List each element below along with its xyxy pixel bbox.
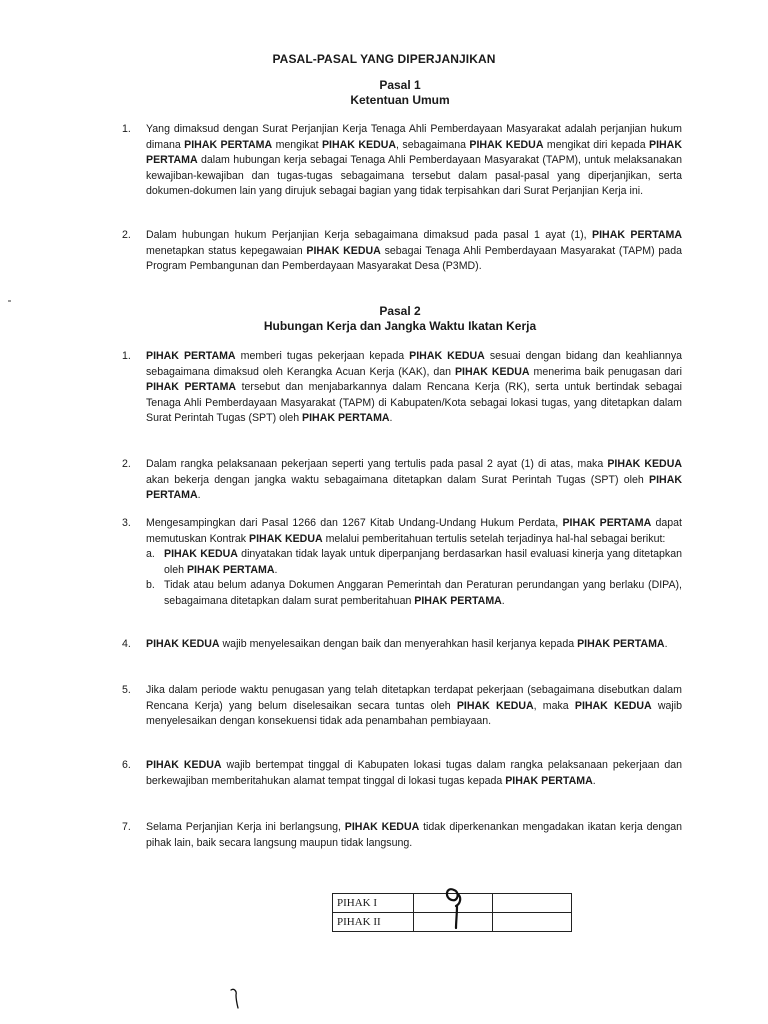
party-name-emphasis: PIHAK KEDUA — [164, 548, 238, 560]
sub-item-a — [146, 547, 682, 578]
item-number: 2. — [122, 458, 131, 470]
item-text — [146, 349, 682, 427]
item-number: 1. — [122, 350, 131, 362]
party-name-emphasis: PIHAK KEDUA — [344, 821, 420, 833]
stray-pen-mark — [228, 986, 242, 1010]
item-text — [146, 516, 682, 547]
paraf-cell-blank-1 — [493, 894, 572, 913]
party-name-emphasis: PIHAK KEDUA — [249, 532, 323, 545]
text-run: Jika dalam periode waktu penugasan yang telah ditetapkan terdapat pekerjaan (sebagaimana disebutkan dalam Rencana Kerja) yang belum diselesaikan secara tuntas oleh — [146, 684, 682, 712]
pasal-2-item-4 — [122, 637, 682, 653]
text-run: akan bekerja dengan jangka waktu sebagaimana ditetapkan dalam Surat Perintah Tugas (SPT) oleh — [146, 473, 650, 486]
document-title: PASAL-PASAL YANG DIPERJANJIKAN — [272, 52, 496, 66]
text-run: memberi tugas pekerjaan kepada — [235, 350, 410, 362]
party-name-emphasis: PIHAK PERTAMA — [302, 412, 390, 424]
party-name-emphasis: PIHAK KEDUA — [146, 638, 220, 650]
sub-item-number: a. — [146, 548, 155, 560]
party-name-emphasis: PIHAK PERTAMA — [505, 774, 593, 787]
text-run: dapat memutuskan Kontrak — [146, 517, 683, 545]
pasal-1-heading — [0, 78, 768, 108]
pasal-1-number: Pasal 1 — [379, 78, 421, 92]
sub-item-b — [146, 578, 682, 609]
item-text — [146, 683, 682, 730]
item-text — [146, 457, 682, 504]
text-run: . — [501, 594, 505, 607]
party-name-emphasis: PIHAK PERTAMA — [184, 138, 273, 151]
text-run: Dalam hubungan hukum Perjanjian Kerja sebagaimana dimaksud pada pasal 1 ayat (1), — [146, 229, 593, 241]
party-name-emphasis: PIHAK KEDUA — [454, 365, 530, 378]
item-number: 6. — [122, 759, 131, 771]
sub-item-text — [164, 578, 682, 609]
pasal-2-item-1 — [122, 349, 682, 427]
pasal-2-heading — [0, 304, 768, 334]
text-run: Dalam rangka pelaksanaan pekerjaan seperti yang tertulis pada pasal 2 ayat (1) di atas, maka — [146, 458, 608, 470]
item-number: 5. — [122, 684, 131, 696]
text-run: menerima baik penugasan dari — [529, 365, 682, 378]
item-text — [146, 820, 682, 851]
item-number: 1. — [122, 123, 131, 135]
text-run: tersebut dan menjabarkannya dalam Rencana Kerja (RK), serta untuk bertindak sebagai Tenaga Ahli Pemberdayaan Masyarakat (TAPM) di Kabupaten/Kota sebagai lokasi tugas, yang ditetapkan dalam Surat Perintah Tugas (SPT) oleh — [146, 381, 682, 424]
paraf-label-pihak-2: PIHAK II — [333, 913, 414, 932]
paraf-cell-blank-2 — [493, 913, 572, 932]
scan-speck — [8, 300, 11, 302]
party-name-emphasis: PIHAK PERTAMA — [577, 638, 665, 650]
pasal-2-item-6 — [122, 758, 682, 789]
pasal-1-item-2 — [122, 228, 682, 275]
party-name-emphasis: PIHAK PERTAMA — [146, 381, 237, 393]
paraf-label-pihak-1: PIHAK I — [333, 894, 414, 913]
sub-item-text — [164, 547, 682, 578]
item-number: 7. — [122, 821, 131, 833]
text-run: melalui pemberitahuan tertulis setelah terjadinya hal-hal sebagai berikut: — [322, 532, 666, 545]
text-run: . — [389, 412, 393, 424]
party-name-emphasis: PIHAK KEDUA — [456, 699, 534, 712]
text-run: wajib menyelesaikan dengan konsekuensi tidak ada penambahan pembiayaan. — [146, 699, 683, 727]
party-name-emphasis: PIHAK PERTAMA — [186, 563, 275, 576]
text-run: , maka — [533, 699, 575, 712]
text-run: . — [592, 774, 596, 787]
item-text — [146, 228, 682, 275]
text-run: dalam hubungan kerja sebagai Tenaga Ahli Pemberdayaan Masyarakat (TAPM), untuk melaksanakan kewajiban-kewajiban dan tugas-tugas sebagaimana tersebut dalam pasal-pasal yang diperjanjikan, serta dokumen-dokumen lain yang dirujuk sebagai bagian yang tidak terpisahkan dari Surat Perjanjian Kerja ini. — [146, 154, 682, 197]
party-name-emphasis: PIHAK PERTAMA — [414, 594, 502, 607]
item-number: 4. — [122, 638, 131, 650]
party-name-emphasis: PIHAK KEDUA — [469, 138, 544, 151]
item-number: 3. — [122, 517, 131, 529]
text-run: Mengesampingkan dari Pasal 1266 dan 1267 Kitab Undang-Undang Hukum Perdata, — [146, 517, 563, 529]
text-run: . — [664, 638, 668, 650]
text-run: mengikat diri kepada — [543, 138, 650, 151]
party-name-emphasis: PIHAK PERTAMA — [592, 229, 682, 241]
item-number: 2. — [122, 229, 131, 241]
text-run: tidak diperkenankan mengadakan ikatan kerja dengan pihak lain, baik secara langsung maupun tidak langsung. — [146, 821, 682, 849]
text-run: , sebagaimana — [396, 138, 470, 151]
text-run: wajib bertempat tinggal di Kabupaten lokasi tugas dalam rangka pelaksanaan pekerjaan dan berkewajiban memberitahukan alamat tempat tinggal di lokasi tugas kepada — [146, 759, 682, 787]
pasal-2-item-5 — [122, 683, 682, 730]
pasal-2-item-2 — [122, 457, 682, 504]
text-run: menetapkan status kepegawaian — [146, 244, 307, 257]
text-run: dinyatakan tidak layak untuk diperpanjang berdasarkan hasil evaluasi kinerja yang ditetapkan oleh — [164, 548, 683, 576]
pasal-1-title: Ketentuan Umum — [350, 93, 450, 107]
party-name-emphasis: PIHAK PERTAMA — [146, 473, 682, 501]
text-run: . — [197, 489, 201, 501]
pasal-2-number: Pasal 2 — [379, 304, 421, 318]
sub-item-number: b. — [146, 579, 155, 591]
party-name-emphasis: PIHAK KEDUA — [409, 350, 485, 362]
text-run: sebagai Tenaga Ahli Pemberdayaan Masyarakat (TAPM) pada Program Pembangunan dan Pemberdayaan Masyarakat Desa (P3MD). — [146, 244, 682, 272]
party-name-emphasis: PIHAK KEDUA — [321, 138, 397, 151]
item-text — [146, 637, 682, 653]
text-run: mengikat — [272, 138, 322, 151]
paraf-initial-mark — [440, 876, 470, 932]
party-name-emphasis: PIHAK PERTAMA — [562, 517, 652, 529]
item-text — [146, 122, 682, 200]
party-name-emphasis: PIHAK KEDUA — [574, 699, 652, 712]
pasal-2-item-3 — [122, 516, 682, 609]
party-name-emphasis: PIHAK KEDUA — [146, 759, 222, 771]
text-run: sesuai dengan bidang dan keahliannya sebagaimana dimaksud oleh Kerangka Acuan Kerja (KAK), dan — [146, 350, 683, 378]
pasal-2-item-7 — [122, 820, 682, 851]
text-run: Selama Perjanjian Kerja ini berlangsung, — [146, 821, 345, 833]
text-run: Yang dimaksud dengan Surat Perjanjian Kerja Tenaga Ahli Pemberdayaan Masyarakat adalah perjanjian hukum dimana — [146, 123, 682, 151]
party-name-emphasis: PIHAK KEDUA — [607, 458, 682, 470]
text-run: Tidak atau belum adanya Dokumen Anggaran Pemerintah dan Peraturan perundangan yang berlaku (DIPA), sebagaimana ditetapkan dalam surat pemberitahuan — [164, 579, 682, 607]
party-name-emphasis: PIHAK KEDUA — [306, 244, 381, 257]
text-run: . — [274, 563, 278, 576]
item-text — [146, 758, 682, 789]
pasal-2-title: Hubungan Kerja dan Jangka Waktu Ikatan Kerja — [263, 319, 537, 333]
text-run: wajib menyelesaikan dengan baik dan menyerahkan hasil kerjanya kepada — [219, 638, 578, 650]
pasal-1-item-1 — [122, 122, 682, 200]
party-name-emphasis: PIHAK PERTAMA — [146, 138, 682, 166]
party-name-emphasis: PIHAK PERTAMA — [146, 350, 236, 362]
